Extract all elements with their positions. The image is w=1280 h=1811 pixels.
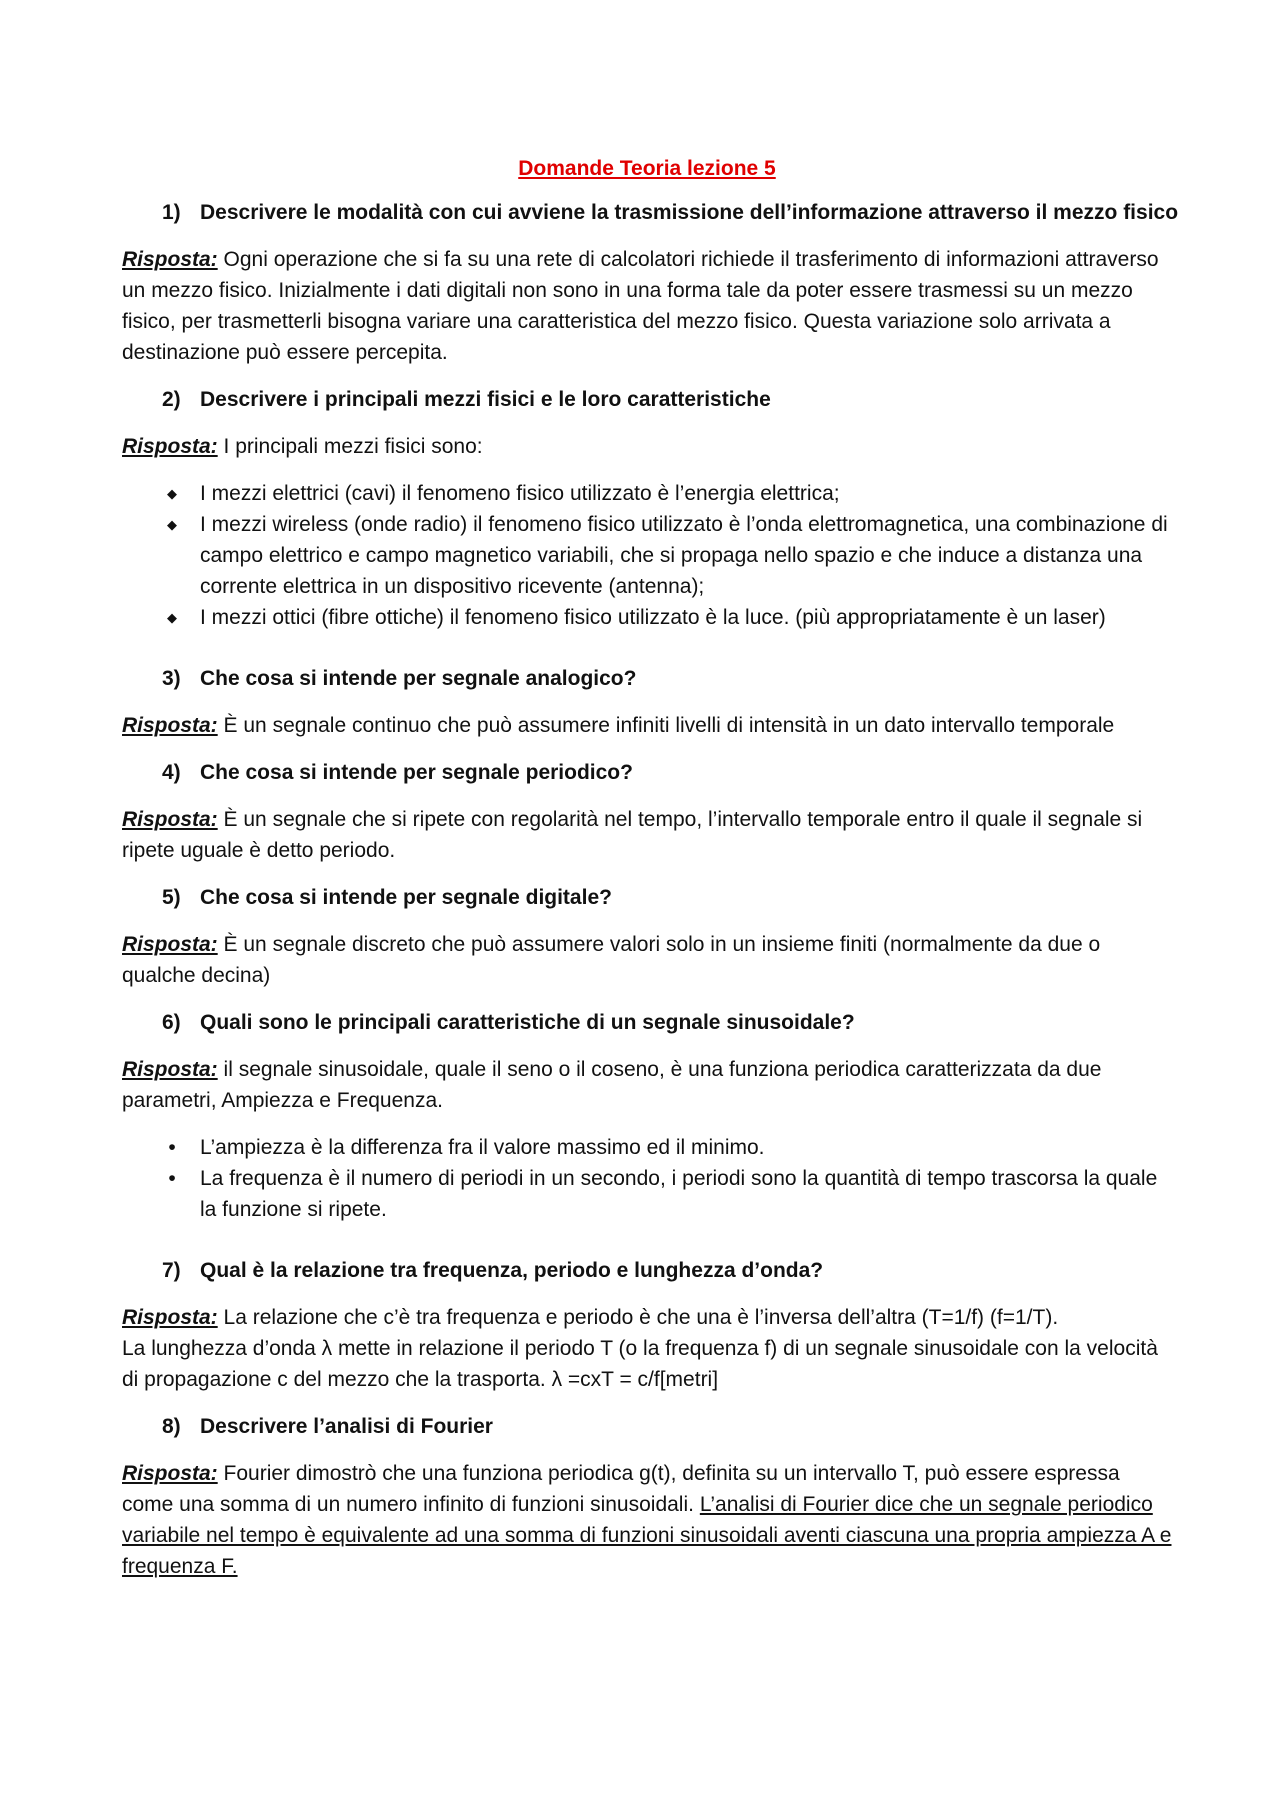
question-text: Quali sono le principali caratteristiche di un segnale sinusoidale? xyxy=(200,1011,855,1034)
question-text: Che cosa si intende per segnale analogico? xyxy=(200,667,637,690)
sinusoid-parameters-list xyxy=(122,1132,1172,1225)
question-text: Qual è la relazione tra frequenza, periodo e lunghezza d’onda? xyxy=(200,1259,824,1282)
question-text: Descrivere l’analisi di Fourier xyxy=(200,1415,493,1438)
question-number: 5) xyxy=(162,886,181,909)
bullet-icon: ◆ xyxy=(167,517,177,532)
question-6 xyxy=(122,1007,1172,1038)
list-item-text: L’ampiezza è la differenza fra il valore massimo ed il minimo. xyxy=(200,1136,765,1159)
answer-2 xyxy=(122,431,1172,462)
answer-label: Risposta: xyxy=(122,248,218,271)
bullet-icon: • xyxy=(168,1167,176,1190)
list-item-text: La frequenza è il numero di periodi in un secondo, i periodi sono la quantità di tempo trascorsa la quale la funzione si ripete. xyxy=(200,1167,1158,1221)
question-2 xyxy=(122,384,1172,415)
answer-label: Risposta: xyxy=(122,714,218,737)
list-item xyxy=(168,1132,1172,1163)
bullet-icon: ◆ xyxy=(167,610,177,625)
list-item xyxy=(167,509,1172,602)
question-number: 2) xyxy=(162,388,181,411)
document-title: Domande Teoria lezione 5 xyxy=(518,157,776,180)
answer-text: Fourier dimostrò che una funziona periodica g(t), definita su un intervallo T, può essere espressa come una somma di un numero infinito di funzioni sinusoidali. xyxy=(122,1462,1120,1516)
document-body xyxy=(122,153,1179,1598)
answer-label: Risposta: xyxy=(122,808,218,831)
question-3 xyxy=(122,663,1172,694)
answer-6 xyxy=(122,1054,1172,1116)
question-number: 6) xyxy=(162,1011,181,1034)
bullet-icon: ◆ xyxy=(167,486,177,501)
question-text: Che cosa si intende per segnale periodico? xyxy=(200,761,633,784)
list-item xyxy=(167,602,1172,633)
answer-7 xyxy=(122,1302,1172,1395)
answer-text: La relazione che c’è tra frequenza e periodo è che una è l’inversa dell’altra (T=1/f) (f=1/T). xyxy=(223,1306,1059,1329)
question-text: Descrivere le modalità con cui avviene la trasmissione dell’informazione attraverso il mezzo fisico xyxy=(200,201,1179,224)
list-item xyxy=(168,1163,1172,1225)
question-number: 8) xyxy=(162,1415,181,1438)
answer-4 xyxy=(122,804,1172,866)
question-number: 7) xyxy=(162,1259,181,1282)
bullet-icon: • xyxy=(168,1136,176,1159)
list-item-text: I mezzi elettrici (cavi) il fenomeno fisico utilizzato è l’energia elettrica; xyxy=(200,482,840,505)
answer-text: I principali mezzi fisici sono: xyxy=(223,435,483,458)
answer-text: È un segnale che si ripete con regolarità nel tempo, l’intervallo temporale entro il quale il segnale si ripete uguale è detto periodo. xyxy=(122,808,1143,862)
spacer xyxy=(122,649,1172,663)
answer-text: Ogni operazione che si fa su una rete di calcolatori richiede il trasferimento di informazioni attraverso un mezzo fisico. Inizialmente i dati digitali non sono in una forma tale da poter essere trasmessi su un mezzo fisico, per trasmetterli bisogna variare una caratteristica del mezzo fisico. Questa variazione solo arrivata a destinazione può essere percepita. xyxy=(122,248,1159,364)
question-number: 4) xyxy=(162,761,181,784)
answer-underlined-text: L’analisi di Fourier dice che un segnale periodico variabile nel tempo è equivalente ad una somma di funzioni sinusoidali aventi ciascuna una propria ampiezza A e frequenza F. xyxy=(122,1493,1172,1578)
list-item xyxy=(167,478,1172,509)
list-item-text: I mezzi ottici (fibre ottiche) il fenomeno fisico utilizzato è la luce. (più appropriatamente è un laser) xyxy=(200,606,1106,629)
question-5 xyxy=(122,882,1172,913)
answer-3 xyxy=(122,710,1172,741)
question-8 xyxy=(122,1411,1172,1442)
answer-text: il segnale sinusoidale, quale il seno o il coseno, è una funziona periodica caratterizzata da due parametri, Ampiezza e Frequenza. xyxy=(122,1058,1102,1112)
answer-text: È un segnale continuo che può assumere infiniti livelli di intensità in un dato intervallo temporale xyxy=(223,714,1115,737)
question-4 xyxy=(122,757,1172,788)
physical-media-list xyxy=(122,478,1172,633)
question-7 xyxy=(122,1255,1172,1286)
answer-5 xyxy=(122,929,1172,991)
question-text: Descrivere i principali mezzi fisici e le loro caratteristiche xyxy=(200,388,771,411)
answer-label: Risposta: xyxy=(122,1462,218,1485)
answer-label: Risposta: xyxy=(122,1306,218,1329)
answer-label: Risposta: xyxy=(122,1058,218,1081)
question-number: 3) xyxy=(162,667,181,690)
question-number: 1) xyxy=(162,201,181,224)
spacer xyxy=(122,1241,1172,1255)
answer-8 xyxy=(122,1458,1172,1582)
answer-label: Risposta: xyxy=(122,435,218,458)
answer-text: È un segnale discreto che può assumere valori solo in un insieme finiti (normalmente da due o qualche decina) xyxy=(122,933,1101,987)
question-text: Che cosa si intende per segnale digitale? xyxy=(200,886,612,909)
list-item-text: I mezzi wireless (onde radio) il fenomeno fisico utilizzato è l’onda elettromagnetica, una combinazione di campo elettrico e campo magnetico variabili, che si propaga nello spazio e che induce a distanza una corrente elettrica in un dispositivo ricevente (antenna); xyxy=(200,513,1168,598)
question-1 xyxy=(122,197,1179,228)
answer-text: La lunghezza d’onda λ mette in relazione il periodo T (o la frequenza f) di un segnale sinusoidale con la velocità di propagazione c del mezzo che la trasporta. λ =cxT = c/f[metri] xyxy=(122,1337,1158,1391)
answer-1 xyxy=(122,244,1172,368)
answer-label: Risposta: xyxy=(122,933,218,956)
